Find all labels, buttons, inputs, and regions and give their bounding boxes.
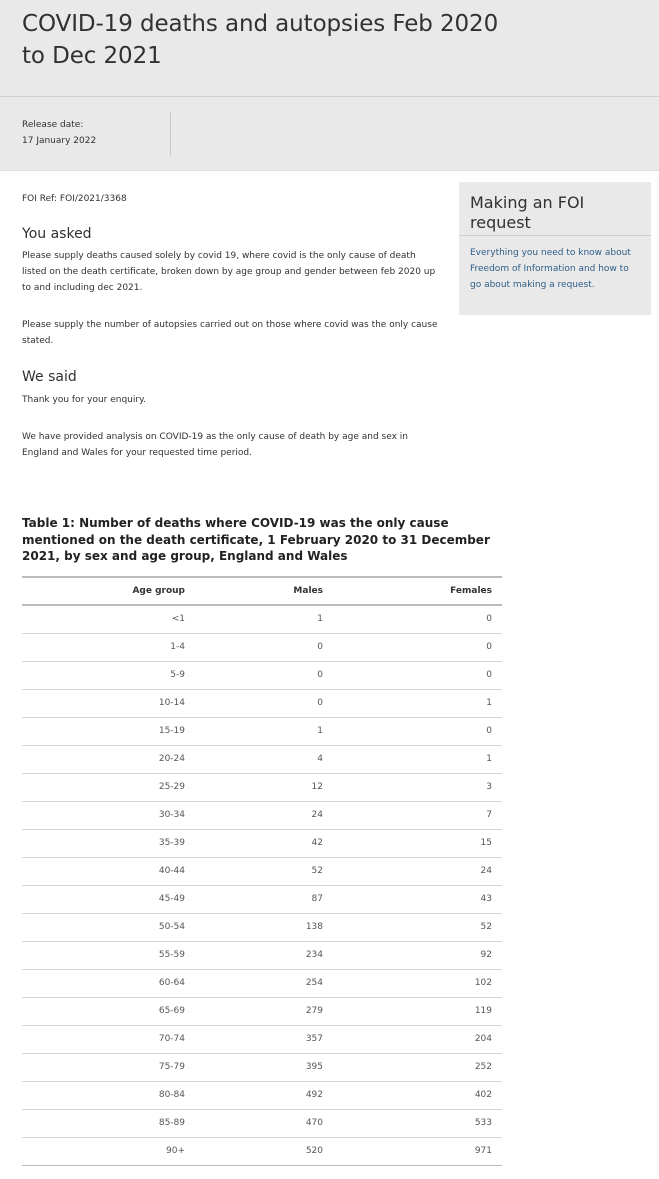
females-cell: 43 <box>331 885 502 913</box>
age-group-cell: 50-54 <box>22 913 193 941</box>
release-bar <box>0 97 659 171</box>
age-group-cell: 60-64 <box>22 969 193 997</box>
main-column <box>22 171 442 461</box>
table-row <box>22 1025 502 1053</box>
age-group-header: Age group <box>132 586 185 596</box>
table-body <box>22 605 502 1165</box>
page-header <box>0 0 659 97</box>
release-date-box <box>22 112 171 156</box>
age-group-cell: 35-39 <box>22 829 193 857</box>
females-cell: 971 <box>331 1137 502 1165</box>
we-said-paragraph-1: Thank you for your enquiry. <box>22 395 146 405</box>
females-cell: 92 <box>331 941 502 969</box>
age-group-cell: 15-19 <box>22 717 193 745</box>
males-cell: 42 <box>193 829 331 857</box>
table-row <box>22 745 502 773</box>
age-group-cell: 45-49 <box>22 885 193 913</box>
table-row <box>22 1053 502 1081</box>
females-cell: 0 <box>331 717 502 745</box>
foi-guidance-link[interactable]: Everything you need to know about Freedom of Information and how to go about making a request. <box>470 248 631 290</box>
table-header-row <box>22 577 502 605</box>
table-caption: Table 1: Number of deaths where COVID-19 was the only cause mentioned on the death certificate, 1 February 2020 to 31 December 2021, by sex and age group, England and Wales <box>22 516 490 563</box>
table-row <box>22 773 502 801</box>
table-row <box>22 1137 502 1165</box>
age-group-cell: 40-44 <box>22 857 193 885</box>
table-row <box>22 857 502 885</box>
females-cell: 252 <box>331 1053 502 1081</box>
males-cell: 1 <box>193 605 331 633</box>
females-cell: 204 <box>331 1025 502 1053</box>
release-date-value: 17 January 2022 <box>22 136 97 146</box>
males-cell: 4 <box>193 745 331 773</box>
females-header: Females <box>450 586 492 596</box>
males-cell: 0 <box>193 689 331 717</box>
age-group-cell: 80-84 <box>22 1081 193 1109</box>
age-group-cell: 65-69 <box>22 997 193 1025</box>
males-cell: 357 <box>193 1025 331 1053</box>
males-cell: 87 <box>193 885 331 913</box>
age-group-cell: <1 <box>22 605 193 633</box>
females-cell: 402 <box>331 1081 502 1109</box>
females-cell: 533 <box>331 1109 502 1137</box>
table-row <box>22 717 502 745</box>
table-row <box>22 801 502 829</box>
males-cell: 395 <box>193 1053 331 1081</box>
males-cell: 254 <box>193 969 331 997</box>
males-cell: 520 <box>193 1137 331 1165</box>
we-said-paragraph-2: We have provided analysis on COVID-19 as the only cause of death by age and sex in England and Wales for your requested time period. <box>22 432 408 458</box>
males-cell: 470 <box>193 1109 331 1137</box>
age-group-cell: 1-4 <box>22 633 193 661</box>
females-cell: 0 <box>331 605 502 633</box>
we-said-heading: We said <box>22 369 77 385</box>
you-asked-paragraph-2: Please supply the number of autopsies carried out on those where covid was the only cause stated. <box>22 320 438 346</box>
males-cell: 492 <box>193 1081 331 1109</box>
table-row <box>22 633 502 661</box>
table-row <box>22 829 502 857</box>
table-row <box>22 689 502 717</box>
content-area <box>0 171 659 1179</box>
females-cell: 52 <box>331 913 502 941</box>
table-row <box>22 941 502 969</box>
males-cell: 0 <box>193 633 331 661</box>
age-group-cell: 10-14 <box>22 689 193 717</box>
females-cell: 119 <box>331 997 502 1025</box>
males-cell: 1 <box>193 717 331 745</box>
age-group-cell: 30-34 <box>22 801 193 829</box>
age-group-cell: 20-24 <box>22 745 193 773</box>
page-title: COVID-19 deaths and autopsies Feb 2020 to Dec 2021 <box>22 11 499 69</box>
females-cell: 102 <box>331 969 502 997</box>
table-row <box>22 885 502 913</box>
table-row <box>22 605 502 633</box>
table-row <box>22 997 502 1025</box>
males-cell: 52 <box>193 857 331 885</box>
females-cell: 24 <box>331 857 502 885</box>
foi-sidebar <box>459 182 651 315</box>
you-asked-heading: You asked <box>22 226 92 242</box>
table-row <box>22 913 502 941</box>
males-cell: 234 <box>193 941 331 969</box>
females-cell: 7 <box>331 801 502 829</box>
females-cell: 0 <box>331 633 502 661</box>
males-cell: 279 <box>193 997 331 1025</box>
table-row <box>22 1109 502 1137</box>
age-group-cell: 5-9 <box>22 661 193 689</box>
females-cell: 3 <box>331 773 502 801</box>
sidebar-title: Making an FOI request <box>459 182 651 236</box>
you-asked-paragraph-1: Please supply deaths caused solely by covid 19, where covid is the only cause of death listed on the death certificate, broken down by age group and gender between feb 2020 up to and including dec 2021. <box>22 251 436 293</box>
males-header: Males <box>293 586 323 596</box>
release-date-label: Release date: <box>22 120 84 130</box>
age-group-cell: 70-74 <box>22 1025 193 1053</box>
age-group-cell: 85-89 <box>22 1109 193 1137</box>
males-cell: 0 <box>193 661 331 689</box>
table-row <box>22 661 502 689</box>
foi-reference: FOI Ref: FOI/2021/3368 <box>22 194 127 204</box>
table-row <box>22 969 502 997</box>
deaths-table <box>22 576 502 1166</box>
age-group-cell: 75-79 <box>22 1053 193 1081</box>
males-cell: 24 <box>193 801 331 829</box>
age-group-cell: 55-59 <box>22 941 193 969</box>
females-cell: 0 <box>331 661 502 689</box>
females-cell: 15 <box>331 829 502 857</box>
table-row <box>22 1081 502 1109</box>
males-cell: 138 <box>193 913 331 941</box>
females-cell: 1 <box>331 745 502 773</box>
age-group-cell: 90+ <box>22 1137 193 1165</box>
males-cell: 12 <box>193 773 331 801</box>
females-cell: 1 <box>331 689 502 717</box>
age-group-cell: 25-29 <box>22 773 193 801</box>
